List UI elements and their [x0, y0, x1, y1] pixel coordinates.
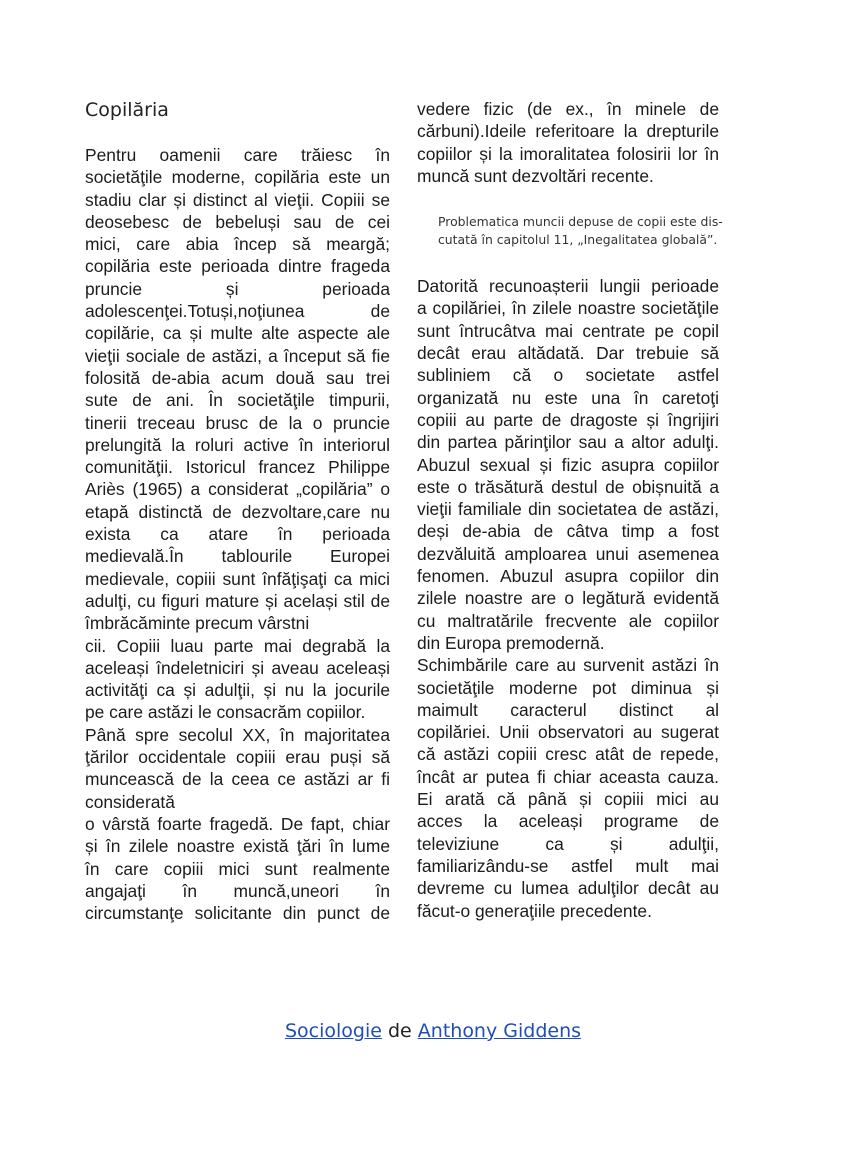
text-line: activităţi ca și adulţii, și nu la jocurile — [85, 680, 390, 701]
text-line: angajaţi în muncă,uneori în — [85, 880, 390, 901]
page-title: Copilăria — [85, 99, 169, 121]
text-line: considerată — [85, 791, 175, 812]
text-line: muncească de la ceea ce astăzi ar fi — [85, 769, 390, 790]
text-line: este o trăsătură destul de obișnuită a — [417, 476, 719, 497]
text-line: făcut-o generaţiile precedente. — [417, 900, 652, 921]
text-line: copilăriei. Unii observatori au sugerat — [417, 722, 719, 743]
right-column — [417, 98, 723, 922]
text-line: folosită de-abia acum două sau trei — [85, 367, 390, 388]
side-note — [438, 213, 723, 249]
text-line: cii. Copiii luau parte mai degrabă la — [85, 635, 390, 656]
text-line: tinerii treceau brusc de la o pruncie — [85, 412, 390, 433]
text-line: Pentru oamenii care trăiesc în — [85, 145, 390, 165]
text-line: că astăzi copiii cresc atât de repede, — [417, 744, 719, 765]
text-line: încât ar putea fi chiar aceasta cauza. — [417, 766, 719, 787]
text-line: din Europa premodernă. — [417, 632, 605, 653]
text-line: ţărilor occidentale copiii erau puși să — [85, 747, 390, 768]
text-line: sute de ani. În societăţile timpurii, — [85, 390, 390, 411]
text-line: subliniem că o societate astfel — [417, 365, 719, 386]
text-line: medievale, copiii sunt înfăţişaţi ca mici — [85, 568, 390, 589]
text-line: Până spre secolul XX, în majoritatea — [85, 724, 390, 745]
text-line: copilăria este perioada dintre frageda — [85, 256, 390, 277]
text-line: aceleași îndeletniciri și aveau aceleași — [85, 657, 390, 678]
text-line: vieţii familiale din societatea de astăzi, — [417, 499, 719, 520]
right-intro-text — [417, 98, 719, 187]
left-paragraphs — [85, 144, 390, 924]
text-line: exista ca atare în perioada — [85, 524, 390, 545]
footer-connector: de — [387, 1020, 412, 1042]
text-line: muncă sunt dezvoltări recente. — [417, 165, 654, 186]
text-line: familiarizându-se astfel mult mai — [417, 855, 719, 876]
left-column — [85, 98, 390, 924]
text-line: fenomen. Abuzul asupra copiilor din — [417, 566, 719, 587]
text-line: maimult caracterul distinct al — [417, 699, 719, 720]
text-line: devreme cu lumea adulţilor decât au — [417, 878, 719, 899]
text-line: organizată nu este una în caretoţi — [417, 387, 719, 408]
text-line: și în zilele noastre există ţări în lume — [85, 836, 390, 857]
text-line: vieţii sociale de astăzi, a început să fie — [85, 345, 390, 366]
text-line: sunt întrucâtva mai centrate pe copil — [417, 320, 719, 341]
text-line: Ariès (1965) a considerat „copilăria” o — [85, 479, 390, 500]
note-line: Problematica muncii depuse de copii este dis- — [438, 214, 723, 230]
text-line: copiilor și la imoralitatea folosirii lor în — [417, 143, 719, 164]
text-line: societăţile moderne, copilăria este un — [85, 167, 390, 188]
right-paragraphs — [417, 275, 719, 922]
text-line: decât erau altădată. Dar trebuie să — [417, 343, 719, 364]
text-line: Datorită recunoașterii lungii perioade — [417, 276, 719, 297]
author-link[interactable]: Anthony Giddens — [417, 1020, 582, 1042]
footer-citation — [0, 1020, 866, 1042]
text-line: comunităţii. Istoricul francez Philippe — [85, 457, 390, 478]
text-line: Abuzul sexual și fizic asupra copiilor — [417, 454, 719, 475]
text-line: copilărie, ca și multe alte aspecte ale — [85, 323, 390, 344]
text-line: cărbuni).Ideile referitoare la drepturile — [417, 121, 719, 142]
text-line: Schimbările care au survenit astăzi în — [417, 655, 719, 676]
book-link[interactable]: Sociologie — [284, 1020, 382, 1042]
text-line: medievală.În tablourile Europei — [85, 546, 390, 567]
text-line: circumstanţe solicitante din punct de — [85, 903, 390, 924]
text-line: pe care astăzi le consacrăm copiilor. — [85, 702, 366, 723]
text-line: vedere fizic (de ex., în minele de — [417, 99, 719, 119]
text-line: adulţi, cu figuri mature și același stil de — [85, 590, 390, 611]
text-line: prelungită la roluri active în interiorul — [85, 434, 390, 455]
text-line: televiziune ca și adulţii, — [417, 833, 719, 854]
text-line: pruncie și perioada — [85, 278, 390, 299]
text-line: în care copiii mici sunt realmente — [85, 858, 390, 879]
text-line: societăţile moderne pot diminua și — [417, 677, 719, 698]
text-line: deosebesc de bebeluși sau de cei — [85, 211, 390, 232]
text-line: Ei arată că până și copiii mici au — [417, 789, 719, 810]
text-line: mici, care abia încep să meargă; — [85, 234, 390, 255]
text-line: dezvăluită amploarea unui asemenea — [417, 543, 719, 564]
text-line: o vârstă foarte fragedă. De fapt, chiar — [85, 813, 390, 834]
note-line: cutată în capitolul 11, „Inegalitatea globală”. — [438, 232, 718, 248]
text-line: copiii au parte de dragoste și îngrijiri — [417, 409, 719, 430]
text-line: deși de-abia de câtva timp a fost — [417, 521, 719, 542]
text-line: etapă distinctă de dezvoltare,care nu — [85, 501, 390, 522]
text-line: a copilăriei, în zilele noastre societăţile — [417, 298, 719, 319]
text-line: adolescenţei.Totuși,noţiunea de — [85, 301, 390, 322]
text-line: cu maltratările frecvente ale copiilor — [417, 610, 719, 631]
text-line: din partea părinţilor sau a altor adulţi. — [417, 432, 719, 453]
text-line: acces la aceleași programe de — [417, 811, 719, 832]
text-line: îmbrăcăminte precum vârstni — [85, 613, 310, 634]
text-line: stadiu clar și distinct al vieţii. Copiii se — [85, 189, 390, 210]
text-line: zilele noastre are o legătură evidentă — [417, 588, 719, 609]
